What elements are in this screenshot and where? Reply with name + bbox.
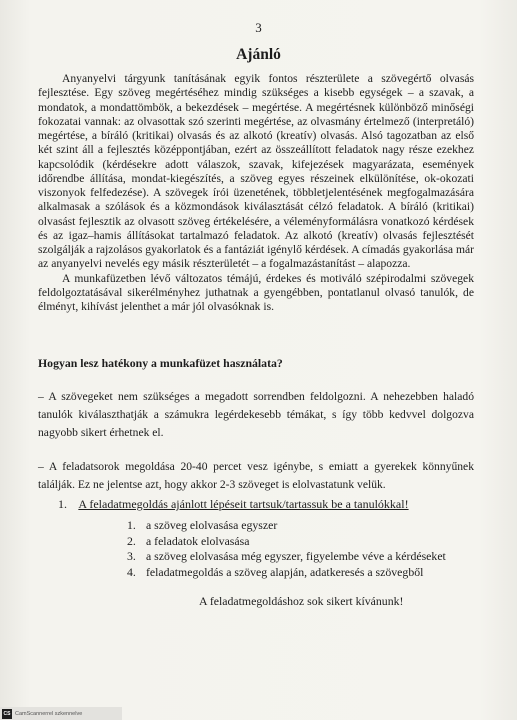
usage-note-2: [38, 458, 474, 494]
step-number: 4.: [127, 564, 136, 579]
step-number: 2.: [127, 533, 136, 548]
task-instruction: [58, 497, 498, 512]
scanner-watermark: [0, 707, 122, 720]
step-number: 1.: [127, 518, 136, 532]
page-number: 3: [255, 20, 262, 35]
section-heading: Hogyan lesz hatékony a munkafüzet használata?: [38, 356, 283, 370]
list-item: [127, 565, 487, 581]
step-text: a szöveg elolvasása egyszer: [145, 518, 278, 532]
list-item: [127, 518, 487, 534]
step-text: a szöveg elolvasása még egyszer, figyelembe véve a kérdéseket: [145, 549, 446, 563]
closing-line: A feladatmegoldáshoz sok sikert kívánunk!: [199, 594, 404, 608]
task-text: A feladatmegoldás ajánlott lépéseit tartsuk/tartassuk be a tanulókkal!: [78, 497, 409, 511]
list-item: [127, 549, 487, 565]
intro-paragraph-2: A munkafüzetben lévő változatos témájú, érdekes és motiváló szépirodalmi szövegek feldolgoztatásával sikerélményhez juthatnak a gyengébben, pontatlanul olvasó tanulók, de élményt, kihívást jelenthet a már jól olvasóknak is.: [38, 271, 474, 313]
usage-note-2-text: – A feladatsorok megoldása 20-40 percet vesz igénybe, s emiatt a gyerekek könnyűnek találják. Ez ne jelentse azt, hogy akkor 2-3 szöveget is elolvastatunk velük.: [38, 460, 474, 491]
list-item: [127, 534, 487, 550]
scanner-logo-icon: CS: [3, 710, 11, 717]
step-number: 3.: [127, 549, 136, 563]
steps-list: [127, 518, 487, 580]
usage-note-1: [38, 388, 474, 442]
intro-paragraph-1: Anyanyelvi tárgyunk tanításának egyik fontos részterülete a szövegértő olvasás fejlesztése. Egy szöveg megértéséhez mindig szükséges a kisebb egységek – a szavak, a mondatok, a mondattömbök, a bekezdések – megértése. A megértésnek különböző minőségi fokozatai vannak: az olvasottak szó szerinti megértése, az olvasmány értelmező (interpretáló) megértése, a bíráló (kritikai) olvasás és az alkotó (kreatív) olvasás. Alsó tagozatban az első két szint áll a fejlesztés középpontjában, ezért az összeállított feladatok nagy része ezekhez kapcsolódik (kérdésekre adott válaszok, szavak, kifejezések magyarázata, események időrendbe állítása, mondat-kiegészítés, a szöveg egyes részeinek elkülönítése, ok-okozati viszonyok felfedezése). A szövegek írói üzenetének, többletjelentésének megfogalmazására alkalmasak a szólások és a közmondások kiválasztását célzó feladatok. A bíráló (kritikai) olvasást fejlesztik az olvasott szöveg értékelésére, a véleményformálásra vonatkozó kérdések és az igaz–hamis állításokat tartalmazó feladatok. Az alkotó (kreatív) olvasás fejlesztését szolgálják a rajzolásos gyakorlatok és a fantáziát igénylő kérdések. A címadás gyakorlása már az anyanyelvi nevelés egy másik részterületét – a fogalmazástanítást – alapozza.: [38, 72, 474, 271]
step-text: feladatmegoldás a szöveg alapján, adatkeresés a szövegből: [145, 564, 424, 579]
task-number: 1.: [58, 497, 67, 511]
intro-section: [38, 72, 474, 314]
step-text: a feladatok elolvasása: [145, 533, 250, 548]
watermark-text: CamScannerrel szkennelve: [15, 710, 83, 717]
page-title: Ajánló: [236, 46, 281, 63]
usage-note-1-text: – A szövegeket nem szükséges a megadott sorrendben feldolgozni. A nehezebben haladó tanulók kiválaszthatják a számukra legérdekesebb témákat, s így több kedvvel dolgozva nagyobb sikert érhetnek el.: [38, 390, 474, 439]
